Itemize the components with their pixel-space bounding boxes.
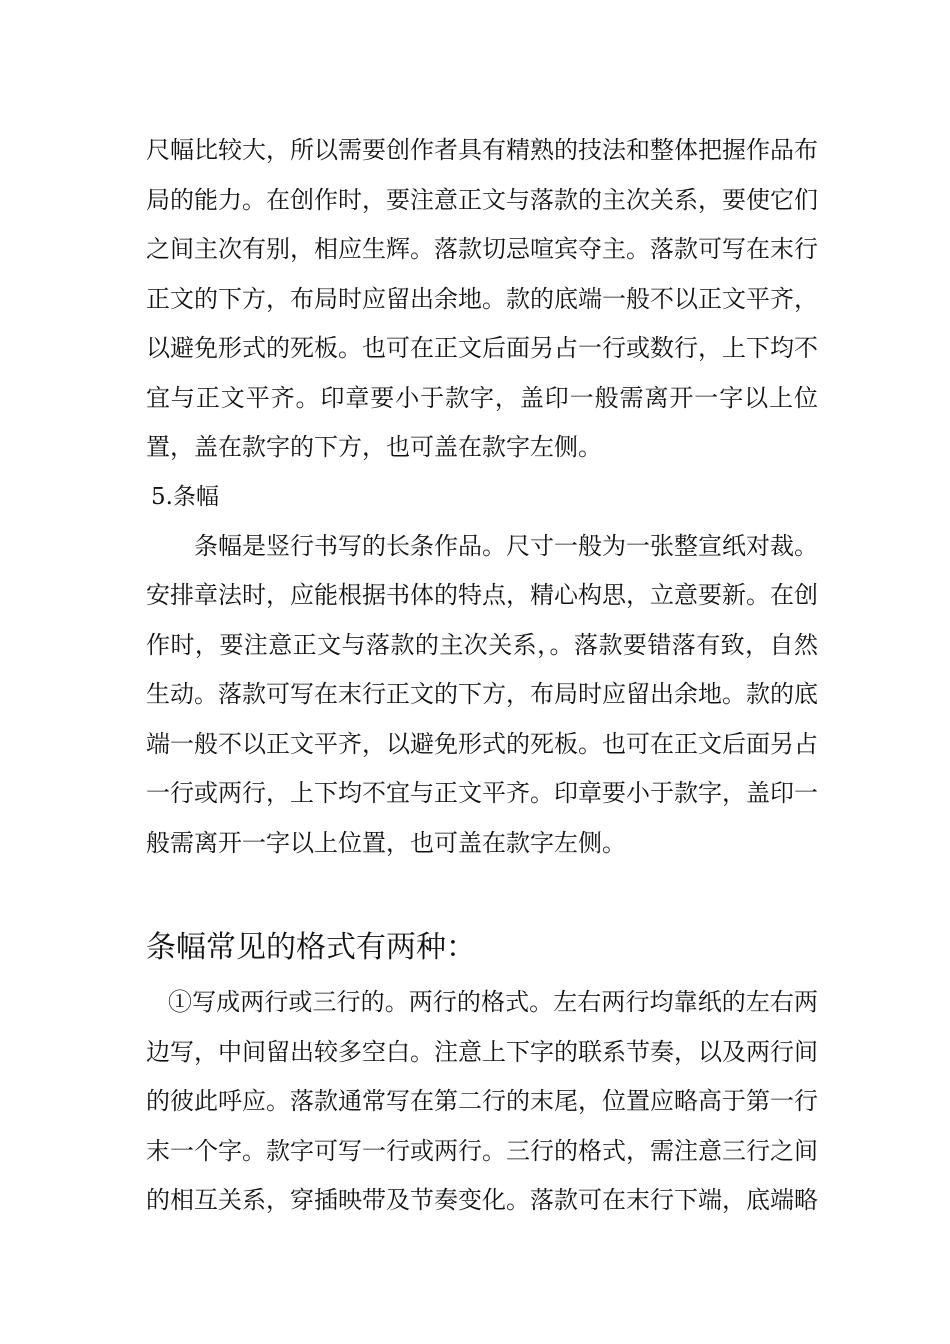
document-page [146,126,818,1226]
section-heading: 5.条幅 [151,483,219,510]
body-paragraph-2: 条幅是竖行书写的长条作品。尺寸一般为一张整宣纸对裁。安排章法时，应能根据书体的特点，精心构思，立意要新。在创作时，要注意正文与落款的主次关系，。落款要错落有致，自然生动。落款可写在末行正文的下方，布局时应留出余地。款的底端一般不以正文平齐，以避免形式的死板。也可在正文后面另占一行或两行，上下均不宜与正文平齐。印章要小于款字，盖印一般需离开一字以上位置，也可盖在款字左侧。 [146,531,818,857]
spacer [146,868,818,918]
body-paragraph-1: 尺幅比较大，所以需要创作者具有精熟的技法和整体把握作品布局的能力。在创作时，要注意正文与落款的主次关系，要使它们之间主次有别，相应生辉。落款切忌喧宾夺主。落款可写在末行正文的下方，布局时应留出余地。款的底端一般不以正文平齐，以避免形式的死板。也可在正文后面另占一行或数行，上下均不宜与正文平齐。印章要小于款字，盖印一般需离开一字以上位置，盖在款字的下方，也可盖在款字左侧。 [146,136,818,461]
formats-heading: 条幅常见的格式有两种： [146,930,476,965]
body-paragraph-3: ①写成两行或三行的。两行的格式。左右两行均靠纸的左右两边写，中间留出较多空白。注意上下字的联系节奏，以及两行间的彼此呼应。落款通常写在第二行的末尾，位置应略高于第一行末一个字。款字可写一行或两行。三行的格式，需注意三行之间的相互关系，穿插映带及节奏变化。落款可在末行下端，底端略 [146,988,818,1214]
